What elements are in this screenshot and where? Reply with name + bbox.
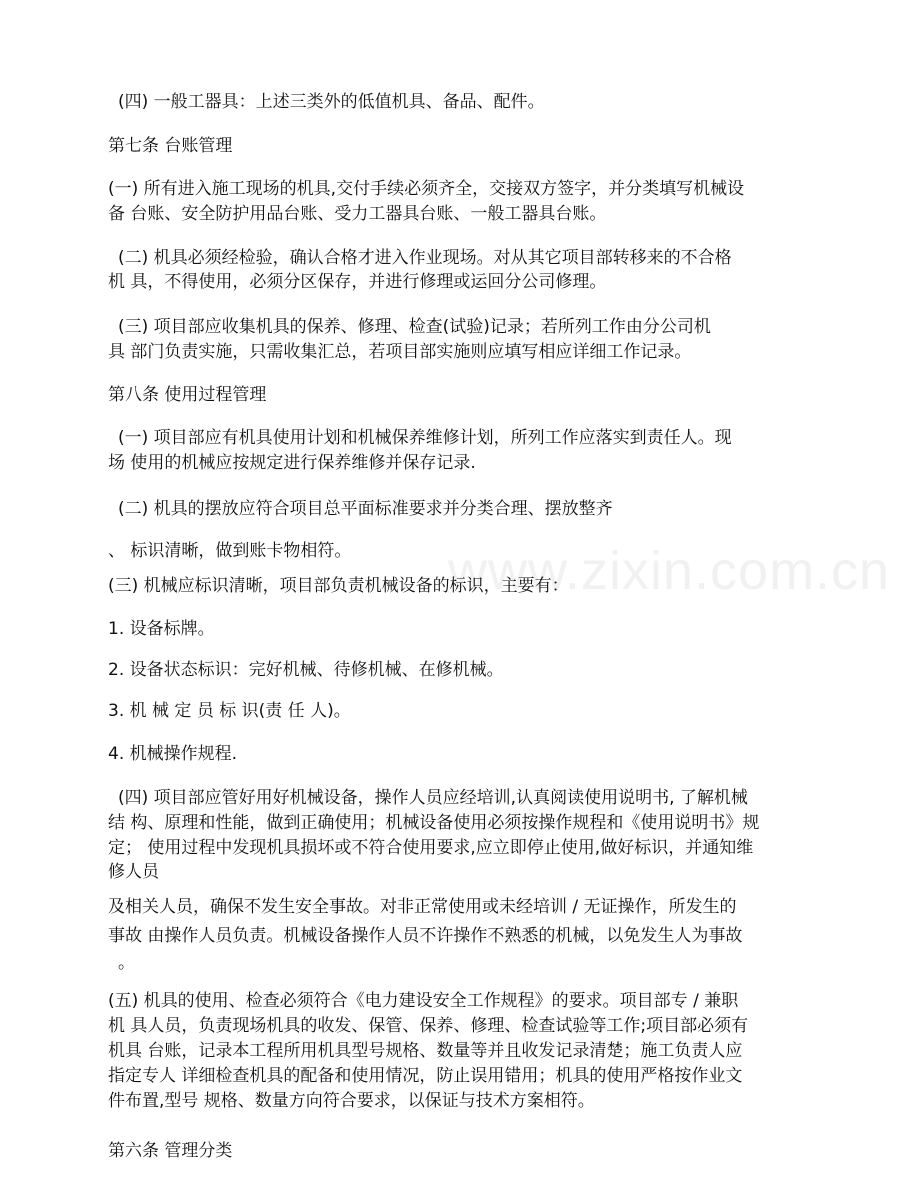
paragraph-line: 场 使用的机械应按规定进行保养维修并保存记录. [108,453,476,473]
paragraph-line: 。 [118,953,135,973]
list-item: 3. 机 械 定 员 标 识(责 任 人)。 [108,701,351,721]
paragraph-line: (三) 项目部应收集机具的保养、修理、检查(试验)记录；若所列工作由分公司机 [118,317,711,337]
list-item: 2. 设备状态标识：完好机械、待修机械、在修机械。 [108,660,504,680]
paragraph-line: 备 台账、安全防护用品台账、受力工器具台账、一般工器具台账。 [108,204,607,224]
heading-article-8: 第八条 使用过程管理 [108,385,267,405]
paragraph-line: 指定专人 详细检查机具的配备和使用情况，防止误用错用；机具的使用严格按作业文 [108,1066,743,1086]
paragraph-line: (五) 机具的使用、检查必须符合《电力建设安全工作规程》的要求。项目部专 / 兼职 [108,991,739,1011]
paragraph-line: (二) 机具必须经检验，确认合格才进入作业现场。对从其它项目部转移来的不合格 [118,248,732,268]
paragraph-line: (二) 机具的摆放应符合项目总平面标准要求并分类合理、摆放整齐 [118,499,613,519]
paragraph-line: 修人员 [108,862,159,882]
clause-4-general-tools: (四) 一般工器具：上述三类外的低值机具、备品、配件。 [118,92,545,112]
paragraph-line: 机 具人员，负责现场机具的收发、保管、保养、修理、检查试验等工作;项目部必须有 [108,1016,749,1036]
paragraph-line: (一) 项目部应有机具使用计划和机械保养维修计划，所列工作应落实到责任人。现 [118,428,732,448]
paragraph-line: 定； 使用过程中发现机具损坏或不符合使用要求,应立即停止使用,做好标识，并通知维 [108,838,754,858]
paragraph-line: 、 标识清晰，做到账卡物相符。 [108,541,352,561]
paragraph-line: (四) 项目部应管好用好机械设备，操作人员应经培训,认真阅读使用说明书, 了解机械 [118,788,748,808]
paragraph-line: 具 部门负责实施，只需收集汇总，若项目部实施则应填写相应详细工作记录。 [108,342,692,362]
list-item: 4. 机械操作规程. [108,744,238,764]
paragraph-line: 及相关人员，确保不发生安全事故。对非正常使用或未经培训 / 无证操作，所发生的 [108,897,737,917]
paragraph-line: (一) 所有进入施工现场的机具,交付手续必须齐全，交接双方签字，并分类填写机械设 [108,179,745,199]
paragraph-line: 结 构、原理和性能，做到正确使用；机械设备使用必须按操作规程和《使用说明书》规 [108,813,760,833]
watermark: www.zixin.com.cn [448,541,891,601]
list-item: 1. 设备标牌。 [108,619,215,639]
heading-article-7: 第七条 台账管理 [108,136,233,156]
paragraph-line: (三) 机械应标识清晰，项目部负责机械设备的标识，主要有： [108,576,569,596]
paragraph-line: 件布置,型号 规格、数量方向符合要求，以保证与技术方案相符。 [108,1091,595,1111]
paragraph-line: 事故 由操作人员负责。机械设备操作人员不许操作不熟悉的机械，以免发生人为事故 [108,926,743,946]
paragraph-line: 机 具，不得使用，必须分区保存，并进行修理或运回分公司修理。 [108,272,607,292]
heading-article-6: 第六条 管理分类 [108,1141,233,1161]
paragraph-line: 机具 台账，记录本工程所用机具型号规格、数量等并且收发记录清楚；施工负责人应 [108,1041,743,1061]
